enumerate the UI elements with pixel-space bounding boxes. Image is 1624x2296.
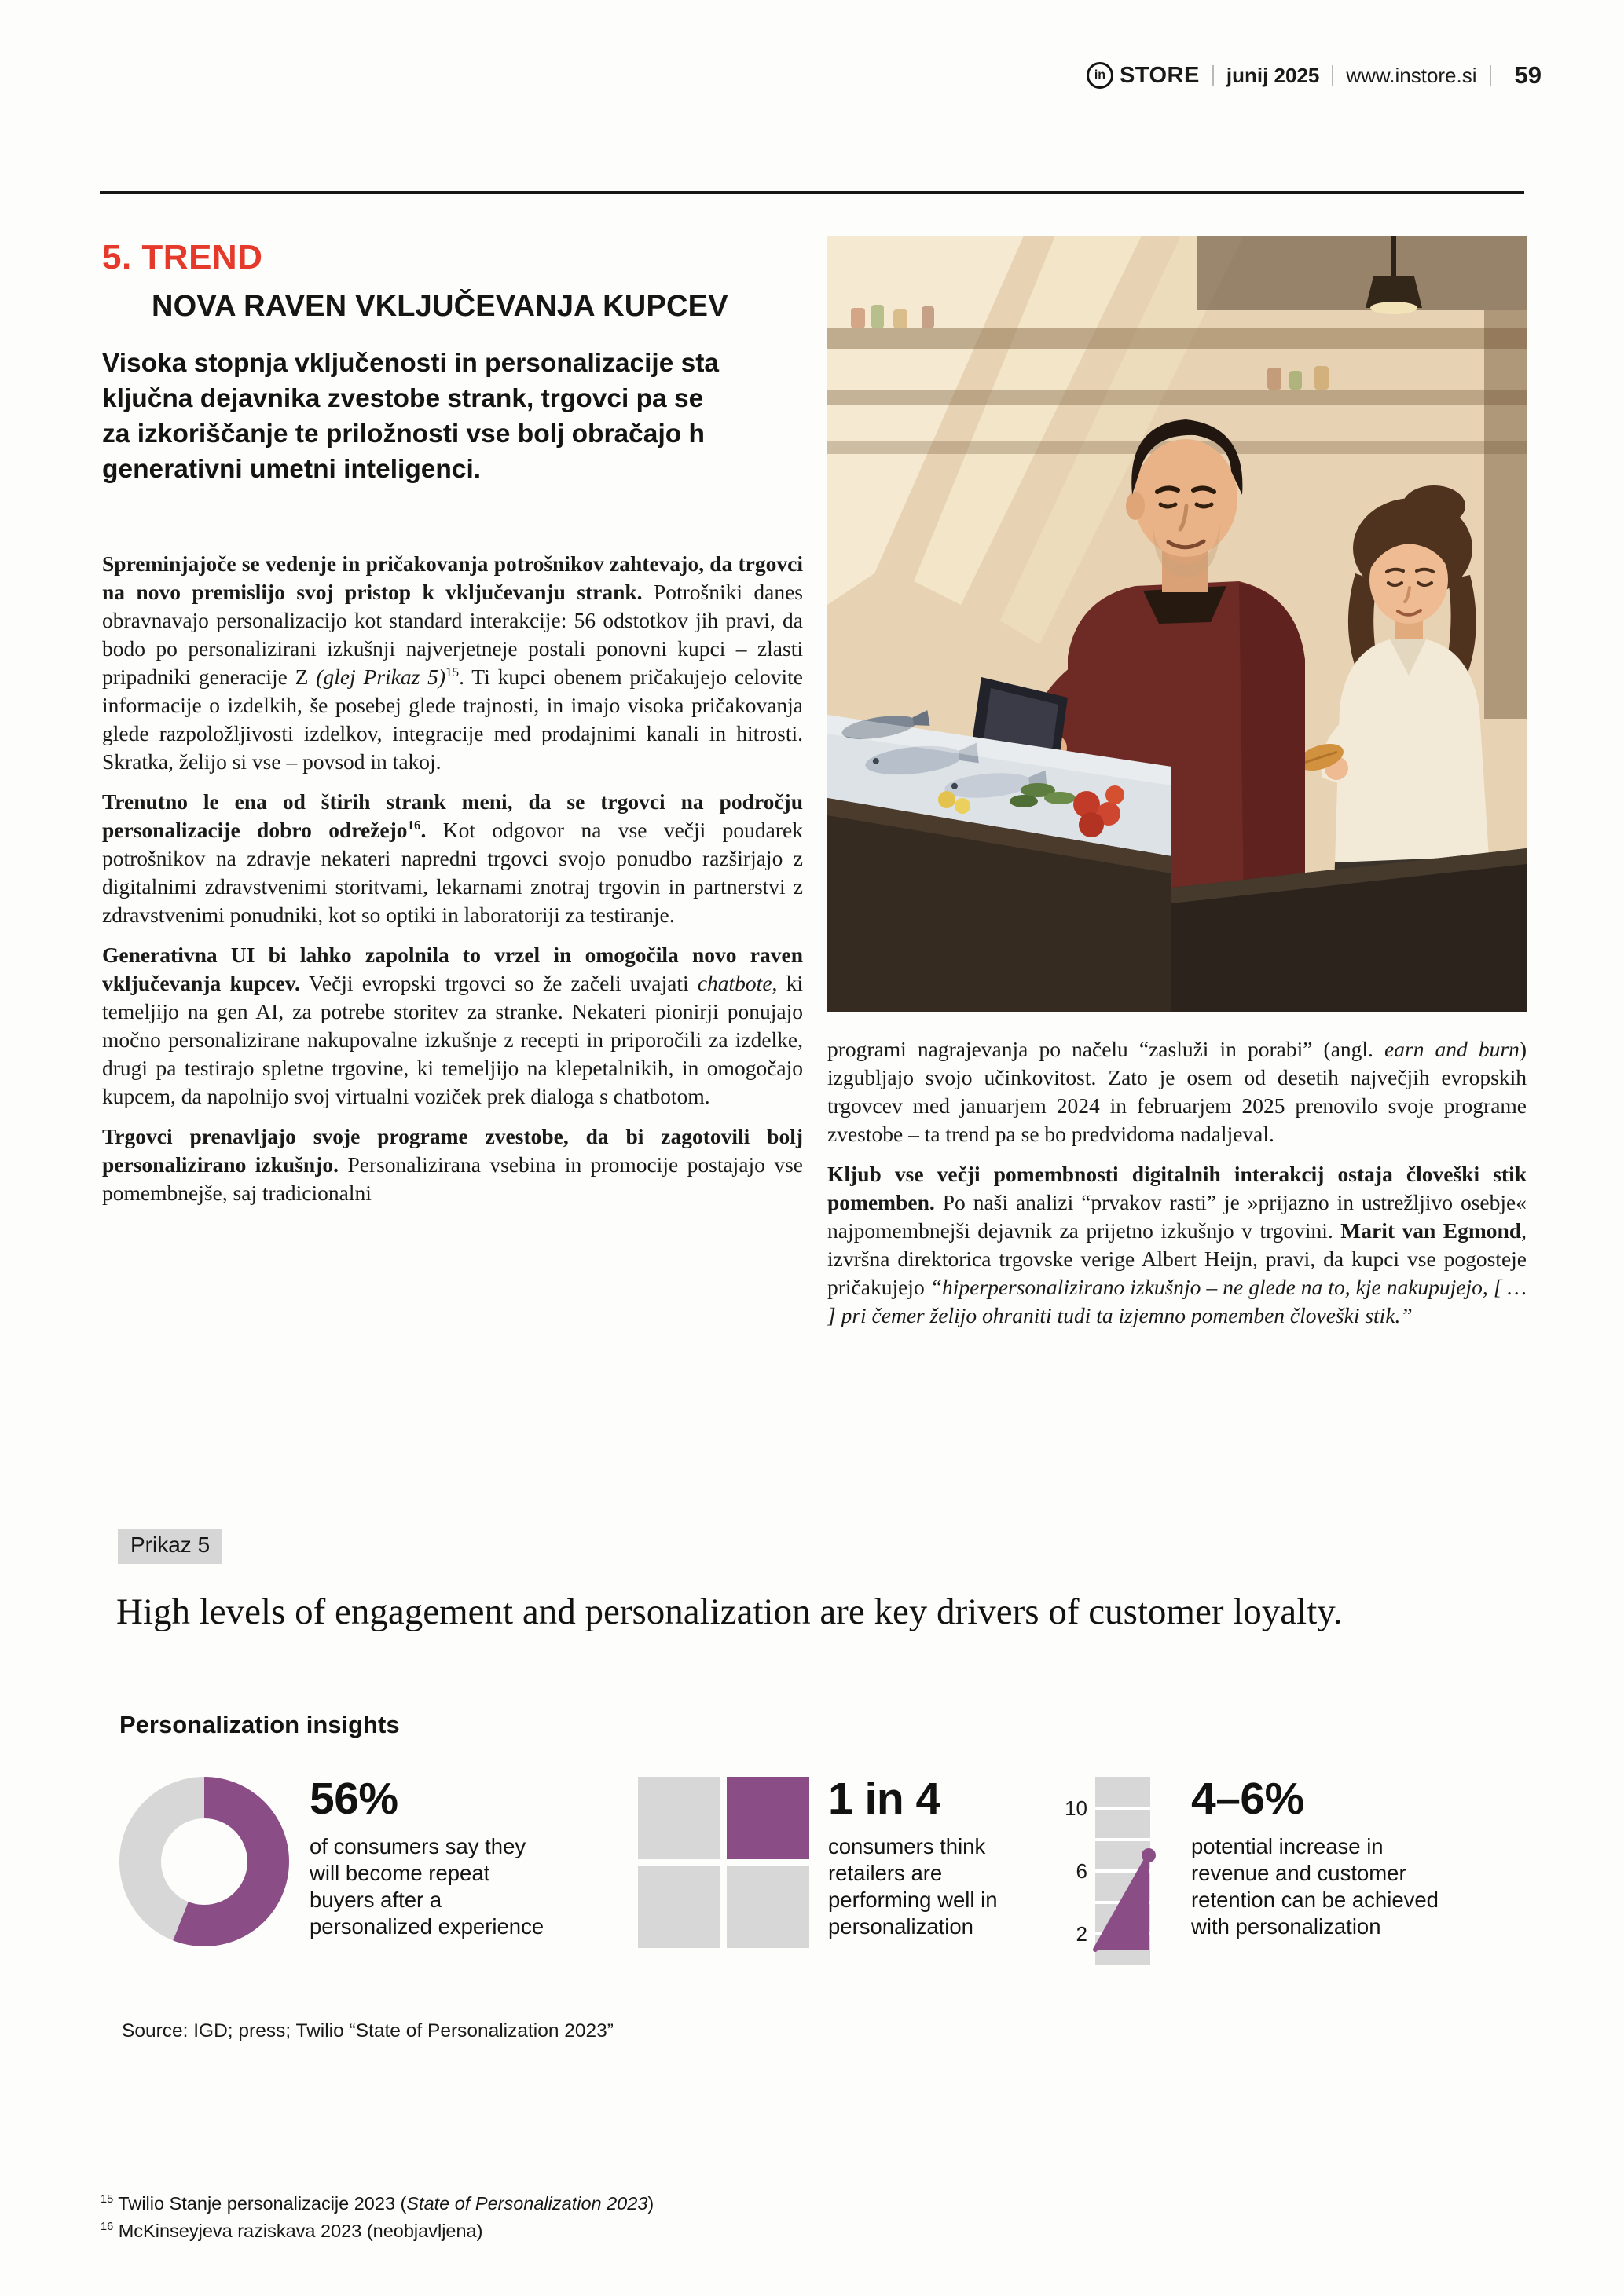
trend-dot xyxy=(1142,1848,1156,1862)
article-illustration xyxy=(827,236,1527,1012)
footnote: $^{15}$ Twilio Stanje personalizacije 2023 (State of Personalization 2023) xyxy=(101,2193,654,2214)
page-header xyxy=(1087,61,1542,90)
paragraph: Trgovci prenavljajo svoje programe zvestobe, da bi zagotovili bolj personalizirano izkušnjo. Personalizirana vsebina in promocije postajajo vse pomembnejše, saj tradicionalni xyxy=(102,1124,803,1205)
article-title: NOVA RAVEN VKLJUČEVANJA KUPCEV xyxy=(152,290,728,323)
paragraph: Kljub vse večji pomembnosti digitalnih interakcij ostaja človeški stik pomemben. Po naši analizi “prvakov rasti” je »prijazno in ustrežljivo osebje« najpomembnejši dejavnik za prijetno izkušnjo v trgovini. Marit van Egmond, izvršna direktorica trgovske verige Albert Heijn, pravi, da kupci vse pogosteje pričakujejo “hiperpersonalizirano izkušnjo – ne glede na to, kje nakupujejo, [ … ] pri čemer želijo ohraniti tudi ta izjemno pomemben človeški stik.” xyxy=(827,1162,1527,1327)
stat-pictogram xyxy=(638,1774,1026,1948)
instore-logo xyxy=(1087,62,1200,89)
instore-logo-icon: in xyxy=(1087,62,1113,89)
website-url: www.instore.si xyxy=(1346,63,1477,87)
figure-source: Source: IGD; press; Twilio “State of Personalization 2023” xyxy=(122,2020,614,2041)
pictogram-grid xyxy=(638,1777,809,1948)
pictogram-cell xyxy=(638,1777,720,1859)
stat-description: consumers think retailers are performing well in personalization xyxy=(828,1834,998,1939)
top-rule xyxy=(100,191,1524,194)
supermarket-illustration xyxy=(827,236,1527,1012)
stat-number: 56% xyxy=(310,1774,398,1824)
paragraph: Generativna UI bi lahko zapolnila to vrzel in omogočila novo raven vključevanja kupcev. Večji evropski trgovci so že začeli uvajati chatbote, ki temeljijo na gen AI, za potrebe storitev za stranke. Nekateri pionirji ponujajo močno personalizirane nakupovalne izkušnje z recepti in priporočili za izdelke, drugi pa testirajo spletne trgovine, ki temeljijo na klepetalnikih, in omogočajo kupcem, da napolnijo svoj virtualni voziček prek dialoga s chatbotom. xyxy=(102,943,803,1108)
stat-donut xyxy=(119,1774,555,1946)
pictogram-cell xyxy=(727,1777,809,1859)
footnotes xyxy=(101,2190,654,2245)
stat-description: of consumers say they will become repeat buyers after a personalized experience xyxy=(310,1834,544,1939)
figure-label: Prikaz 5 xyxy=(118,1529,222,1564)
stat-text xyxy=(828,1774,1026,1948)
stat-description: potential increase in revenue and customer retention can be achieved with personalization xyxy=(1191,1834,1439,1939)
issue-date: junij 2025 xyxy=(1226,63,1320,87)
trend-tick-label: 6 xyxy=(1076,1859,1087,1883)
donut-chart xyxy=(119,1777,289,1946)
section-kicker: 5. TREND xyxy=(102,238,263,276)
stat-number: 4–6% xyxy=(1191,1774,1304,1824)
pictogram-cell xyxy=(727,1866,809,1948)
header-divider xyxy=(1212,65,1214,86)
figure-title: High levels of engagement and personalization are key drivers of customer loyalty. xyxy=(116,1591,1343,1632)
paragraph: programi nagrajevanja po načelu “zasluži in porabi” (angl. earn and burn) izgubljajo svojo učinkovitost. Zato je osem od desetih največjih evropskih trgovcev med januarjem 2024 in februarjem 2025 prenovilo svoje programe zvestobe – ta trend pa se bo predvidoma nadaljeval. xyxy=(827,1037,1527,1146)
article-body-right xyxy=(827,1035,1527,1330)
stat-text xyxy=(310,1774,555,1946)
article-lede: Visoka stopnja vključenosti in personalizacije sta ključna dejavnika zvestobe strank, trgovci pa se za izkoriščanje te priložnosti vse bolj obračajo h generativni umetni inteligenci. xyxy=(102,349,720,484)
stat-trend xyxy=(1059,1774,1454,1965)
header-divider xyxy=(1490,65,1491,86)
trend-chart xyxy=(1059,1777,1177,1965)
trend-tick-label: 10 xyxy=(1065,1796,1087,1820)
footnote: $^{16}$ McKinseyjeva raziskava 2023 (neobjavljena) xyxy=(101,2221,483,2241)
donut-hole xyxy=(161,1818,247,1905)
trend-tick-label: 2 xyxy=(1076,1922,1087,1946)
pictogram-cell xyxy=(638,1866,720,1948)
header-divider xyxy=(1332,65,1333,86)
figure-subtitle: Personalization insights xyxy=(119,1711,400,1738)
page-number: 59 xyxy=(1514,61,1542,89)
stat-number: 1 in 4 xyxy=(828,1774,940,1824)
stat-text xyxy=(1191,1774,1454,1965)
paragraph: Spreminjajoče se vedenje in pričakovanja potrošnikov zahtevajo, da trgovci na novo premislijo svoj pristop k vključevanju strank. Potrošniki danes obravnavajo personalizacijo kot standard interakcije: 56 odstotkov jih pravi, da bodo po personalizirani izkušnji najverjetneje postali ponovni kupci – zlasti pripadniki generacije Z (glej Prikaz 5)$^{15}$. Ti kupci obenem pričakujejo celovite informacije o izdelkih, še posebej glede trajnosti, in imajo visoka pričakovanja glede razpoložljivosti izdelkov, integracije med prodajnimi kanali in hitrosti. Skratka, želijo si vse – povsod in takoj. xyxy=(102,551,803,774)
logo-store-text: STORE xyxy=(1119,62,1200,88)
article-body-left xyxy=(102,550,803,1207)
paragraph: Trenutno le ena od štirih strank meni, da se trgovci na področju personalizacije dobro odrežejo$^{16}$. Kot odgovor na vse večji poudarek potrošnikov na zdravje nekateri napredni trgovci svojo ponudbo razširjajo z digitalnimi zdravstvenimi storitvami, lekarnami znotraj trgovin in partnerstvi z zdravstvenimi ponudniki, kot so optiki in laboratoriji za testiranje. xyxy=(102,789,803,927)
